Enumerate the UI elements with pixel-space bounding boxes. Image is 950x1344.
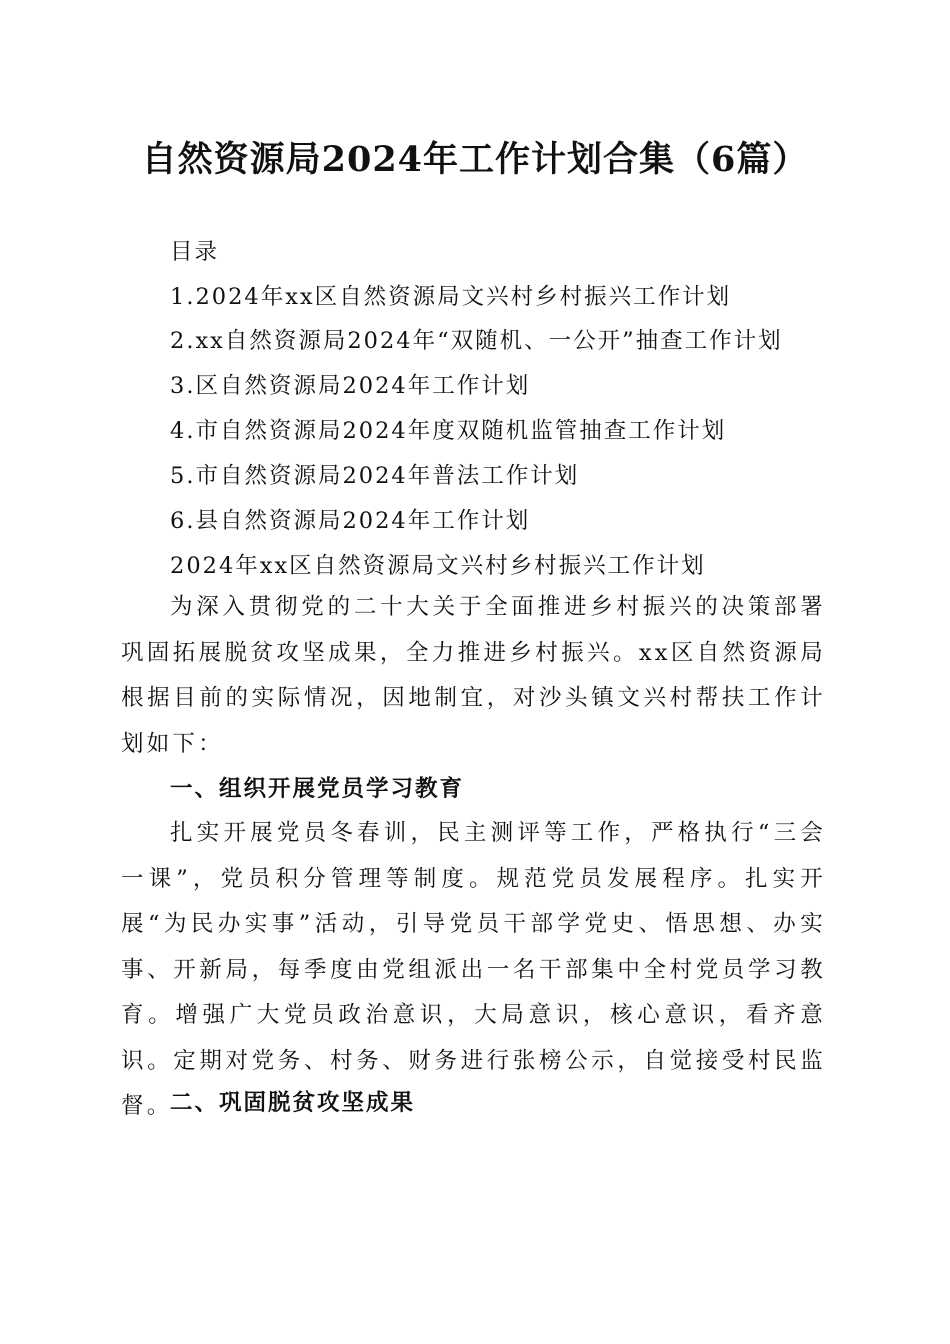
toc-item-2: 2.xx自然资源局2024年“双随机、一公开”抽查工作计划 [170,328,783,354]
toc-item-1: 1.2024年xx区自然资源局文兴村乡村振兴工作计划 [170,284,732,310]
intro-paragraph: 为深入贯彻党的二十大关于全面推进乡村振兴的决策部署巩固拓展脱贫攻坚成果，全力推进乡村振兴。xx区自然资源局根据目前的实际情况，因地制宜，对沙头镇文兴村帮扶工作计划如下： [121,594,826,757]
toc-item-3: 3.区自然资源局2024年工作计划 [170,373,531,399]
heading-consolidate-poverty-results: 二、巩固脱贫攻坚成果 [170,1090,416,1116]
toc-label: 目录 [170,239,220,265]
heading-organize-party-study: 一、组织开展党员学习教育 [170,776,465,802]
toc-item-5: 5.市自然资源局2024年普法工作计划 [170,463,580,489]
section-title: 2024年xx区自然资源局文兴村乡村振兴工作计划 [170,553,706,579]
body-paragraph-1: 扎实开展党员冬春训，民主测评等工作，严格执行“三会一课”，党员积分管理等制度。规范党员发展程序。扎实开展“为民办实事”活动，引导党员干部学党史、悟思想、办实事、开新局，每季度由党组派出一名干部集中全村党员学习教育。增强广大党员政治意识，大局意识，核心意识，看齐意识。定期对党务、村务、财务进行张榜公示，自觉接受村民监督。 [121,820,826,1119]
document-title: 自然资源局2024年工作计划合集（6篇） [141,139,809,180]
toc-item-6: 6.县自然资源局2024年工作计划 [170,508,531,534]
toc-item-4: 4.市自然资源局2024年度双随机监管抽查工作计划 [170,418,727,444]
